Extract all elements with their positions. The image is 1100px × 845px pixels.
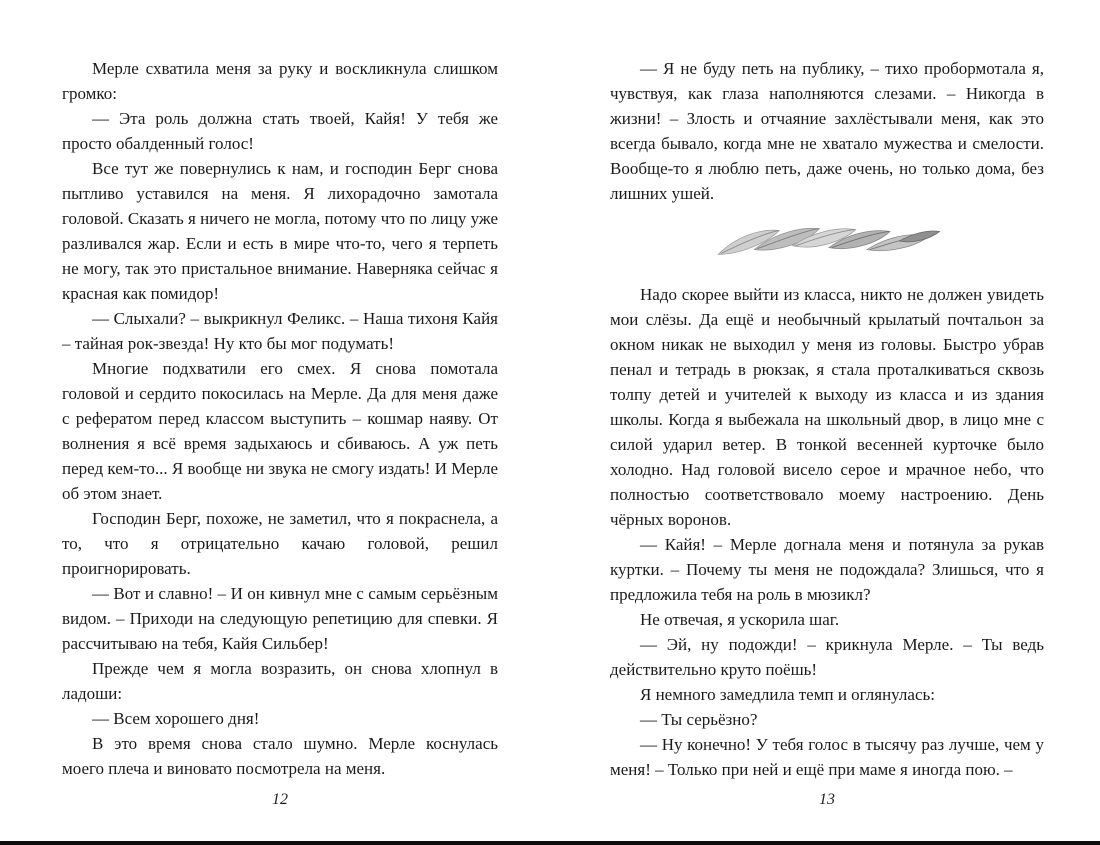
paragraph: — Кайя! – Мерле догнала меня и потянула за рукав куртки. – Почему ты меня не подождала? Злишься, что я предложила тебя на роль в мюзикл? xyxy=(610,535,1044,604)
paragraph: — Я не буду петь на публику, – тихо пробормотала я, чувствуя, как глаза наполняются слезами. – Никогда в жизни! – Злость и отчаяние захлёстывали меня, как это всегда бывало, когда мне не хватало мужества и смелости. Вообще-то я люблю петь, даже очень, но только дома, без лишних ушей. xyxy=(610,59,1044,203)
feathers-ornament-image xyxy=(610,220,1044,262)
paragraph: Все тут же повернулись к нам, и господин Берг снова пытливо уставился на меня. Я лихорадочно замотала головой. Сказать я ничего не могла, потому что по лицу уже разливался жар. Если и есть в мире что-то, чего я терпеть не могу, так это пристальное внимание. Наверняка сейчас я красная как помидор! xyxy=(62,159,498,303)
page-left xyxy=(62,56,498,845)
paragraph: — Ну конечно! У тебя голос в тысячу раз лучше, чем у меня! – Только при ней и ещё при маме я иногда пою. – xyxy=(610,735,1044,779)
paragraph: Я немного замедлила темп и оглянулась: xyxy=(640,685,935,704)
page-right-text xyxy=(610,56,1044,782)
paragraph: — Ты серьёзно? xyxy=(640,710,758,729)
paragraph: — Эта роль должна стать твоей, Кайя! У тебя же просто обалденный голос! xyxy=(62,109,498,153)
paragraph: Господин Берг, похоже, не заметил, что я покраснела, а то, что я отрицательно качаю головой, решил проигнорировать. xyxy=(62,509,498,578)
paragraph: Не отвечая, я ускорила шаг. xyxy=(640,610,840,629)
paragraph: В это время снова стало шумно. Мерле коснулась моего плеча и виновато посмотрела на меня. xyxy=(62,734,498,778)
page-right xyxy=(610,56,1044,845)
paragraph: Многие подхватили его смех. Я снова помотала головой и сердито покосилась на Мерле. Да для меня даже с рефератом перед классом выступить – кошмар наяву. От волнения я всё время задыхаюсь и сбиваюсь. А уж петь перед кем-то... Я вообще ни звука не смогу издать! И Мерле об этом знает. xyxy=(62,359,498,503)
paragraph: — Вот и славно! – И он кивнул мне с самым серьёзным видом. – Приходи на следующую репетицию для спевки. Я рассчитываю на тебя, Кайя Сильбер! xyxy=(62,584,498,653)
paragraph: Надо скорее выйти из класса, никто не должен увидеть мои слёзы. Да ещё и необычный крылатый почтальон за окном никак не выходил у меня из головы. Быстро убрав пенал и тетрадь в рюкзак, я стала проталкиваться сквозь толпу детей и учителей к выходу из класса и из здания школы. Когда я выбежала на школьный двор, в лицо мне с силой ударил ветер. В тонкой весенней курточке было холодно. Над головой висело серое и мрачное небо, что полностью соответствовало моему настроению. День чёрных воронов. xyxy=(610,285,1044,529)
page-number-left: 12 xyxy=(272,791,288,808)
paragraph: — Всем хорошего дня! xyxy=(92,709,260,728)
paragraph: Мерле схватила меня за руку и воскликнула слишком громко: xyxy=(62,59,498,103)
page-left-text xyxy=(62,56,498,781)
bottom-scan-edge xyxy=(0,841,1100,845)
paragraph: — Эй, ну подожди! – крикнула Мерле. – Ты ведь действительно круто поёшь! xyxy=(610,635,1044,679)
paragraph: — Слыхали? – выкрикнул Феликс. – Наша тихоня Кайя – тайная рок-звезда! Ну кто бы мог подумать! xyxy=(62,309,498,353)
page-number-right: 13 xyxy=(819,791,835,808)
paragraph: Прежде чем я могла возразить, он снова хлопнул в ладоши: xyxy=(62,659,498,703)
